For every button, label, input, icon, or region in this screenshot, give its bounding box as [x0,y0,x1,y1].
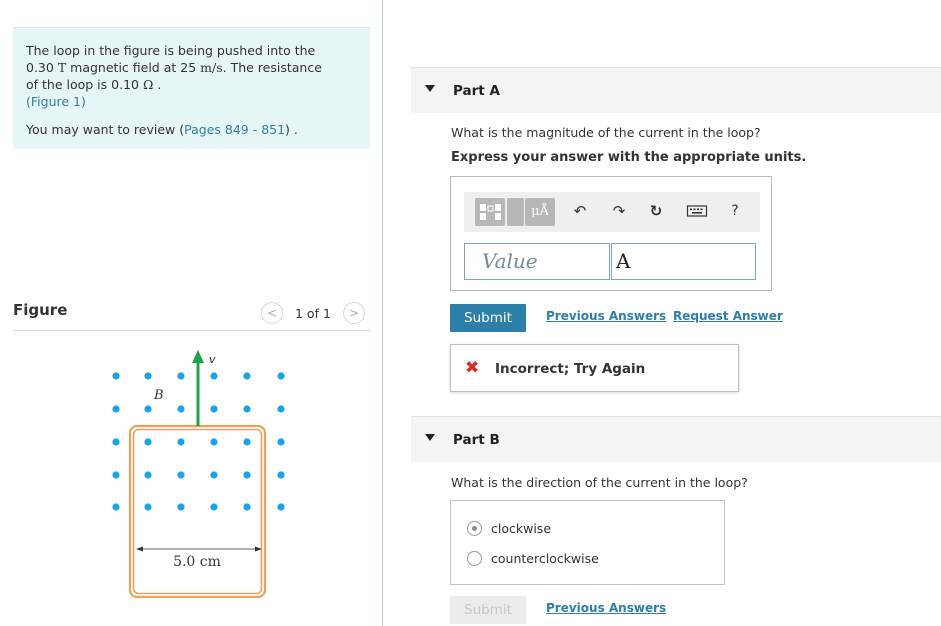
collapse-triangle-icon [425,434,435,441]
speed-unit: m/s [200,60,223,75]
part-b-previous-answers-link[interactable]: Previous Answers [546,601,667,615]
conducting-loop [130,426,265,597]
figure-prev-button[interactable]: < [261,302,283,324]
part-a-title: Part A [453,83,500,99]
value-input[interactable]: Value [464,243,610,280]
radio-unselected-icon[interactable] [467,551,482,566]
field-value: 0.30 [26,60,54,75]
figure-page-indicator: 1 of 1 [295,306,331,321]
templates-icon[interactable] [475,198,505,226]
field-label: B [154,388,164,403]
feedback-message: Incorrect; Try Again [495,361,646,377]
field-unit: T [57,60,67,75]
request-answer-link[interactable]: Request Answer [673,309,783,323]
part-a-submit-button[interactable]: Submit [450,304,526,332]
problem-line-1: The loop in the figure is being pushed into the [26,43,316,58]
part-a-question: What is the magnitude of the current in the loop? [451,125,761,140]
velocity-label: v [209,353,216,366]
problem-column [0,0,383,626]
problem-line-3-suffix: . [157,77,162,92]
part-a-previous-answers-link[interactable]: Previous Answers [546,309,667,323]
radio-selected-icon[interactable] [467,521,482,536]
review-text [26,121,357,138]
choice-label: clockwise [491,521,552,536]
reset-icon[interactable]: ↻ [649,202,663,220]
problem-text [26,42,357,110]
velocity-arrow-head [192,350,204,363]
redo-icon[interactable]: ↷ [612,202,626,220]
figure-header [13,297,370,331]
feedback-box [450,344,739,392]
figure-link[interactable]: (Figure 1) [26,94,86,109]
unit-input[interactable]: A [611,243,756,280]
units-button[interactable]: μÅ [525,198,555,226]
part-b-question: What is the direction of the current in the loop? [451,475,748,490]
problem-statement [13,27,370,149]
resistance-value: 0.10 [111,77,139,92]
problem-line-2-text: magnetic field at [70,60,177,75]
review-prefix: You may want to review ( [26,122,185,137]
width-label: 5.0 cm [173,554,221,570]
loop-figure [100,338,300,608]
collapse-triangle-icon [425,85,435,92]
part-b-header[interactable] [411,416,941,462]
resistance-unit: Ω [142,77,154,92]
part-a-header[interactable] [411,67,941,113]
part-b-title: Part B [453,432,500,448]
templates-dropdown-button[interactable] [507,198,524,226]
speed-value: 25 [180,60,197,75]
math-toolbar [464,192,760,232]
part-b-submit-button[interactable]: Submit [450,596,526,624]
problem-line-2-suffix: . The resistance [222,60,322,75]
keyboard-icon[interactable] [686,201,708,226]
figure-title: Figure [13,301,68,319]
width-dimension-arrow-left [136,547,143,552]
review-suffix: ) . [285,122,298,137]
choice-label: counterclockwise [491,551,599,566]
review-pages-link[interactable]: Pages 849 - 851 [184,122,286,137]
problem-line-3-text: of the loop is [26,77,108,92]
part-a-instruction: Express your answer with the appropriate units. [451,150,807,165]
figure-next-button[interactable]: > [343,302,365,324]
help-icon[interactable]: ? [731,203,739,219]
direction-choices [450,500,725,585]
incorrect-x-icon: ✖ [465,358,480,378]
undo-icon[interactable]: ↶ [573,202,587,220]
answer-entry-box [450,176,772,291]
